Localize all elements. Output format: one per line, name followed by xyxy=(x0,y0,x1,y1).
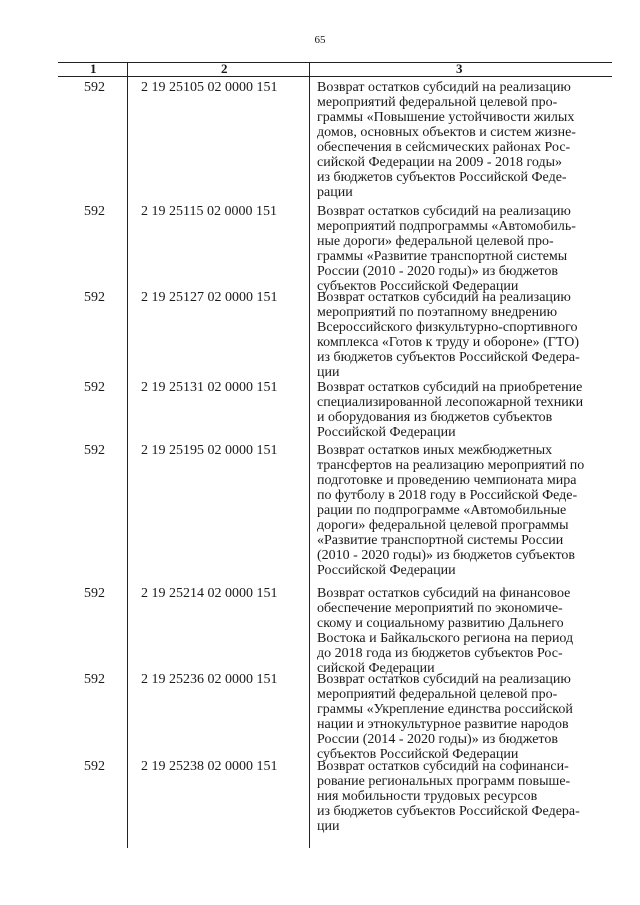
description-line: граммы «Укрепление единства российской xyxy=(317,702,573,717)
description-line: обеспечения в сейсмических районах Рос- xyxy=(317,140,571,155)
admin-code-cell: 592 xyxy=(84,80,105,95)
description-line: субъектов Российской Федерации xyxy=(317,747,519,762)
description-line: ции xyxy=(317,819,340,834)
description-line: Российской Федерации xyxy=(317,563,456,578)
column-header-2: 2 xyxy=(221,61,228,76)
admin-code-cell: 592 xyxy=(84,290,105,305)
column-header-1: 1 xyxy=(90,61,97,76)
admin-code-cell: 592 xyxy=(84,204,105,219)
description-line: Возврат остатков субсидий на финансовое xyxy=(317,586,571,601)
description-line: Возврат остатков субсидий на приобретение xyxy=(317,380,583,395)
description-cell xyxy=(317,586,609,676)
description-line: по футболу в 2018 году в Российской Феде- xyxy=(317,488,578,503)
description-line: из бюджетов субъектов Российской Федера- xyxy=(317,350,580,365)
description-line: мероприятий подпрограммы «Автомобиль- xyxy=(317,219,576,234)
column-divider-2 xyxy=(309,62,310,848)
description-cell xyxy=(317,204,609,294)
description-line: рации xyxy=(317,185,353,200)
description-line: граммы «Развитие транспортной системы xyxy=(317,249,568,264)
table-header xyxy=(58,62,612,77)
description-line: из бюджетов субъектов Российской Феде- xyxy=(317,170,567,185)
description-line: ные дороги» федеральной целевой про- xyxy=(317,234,554,249)
description-line: рации по подпрограмме «Автомобильные xyxy=(317,503,567,518)
description-line: мероприятий по поэтапному внедрению xyxy=(317,305,558,320)
description-line: и оборудования из бюджетов субъектов xyxy=(317,410,553,425)
description-line: Востока и Байкальского региона на период xyxy=(317,631,574,646)
description-cell xyxy=(317,80,609,200)
description-line: специализированной лесопожарной техники xyxy=(317,395,584,410)
column-divider-1 xyxy=(127,62,128,848)
description-line: сийской Федерации на 2009 - 2018 годы» xyxy=(317,155,562,170)
budget-classification-code-cell: 2 19 25236 02 0000 151 xyxy=(141,672,278,687)
description-cell xyxy=(317,380,609,440)
description-line: граммы «Повышение устойчивости жилых xyxy=(317,110,575,125)
description-line: подготовке и проведению чемпионата мира xyxy=(317,473,577,488)
description-line: обеспечение мероприятий по экономиче- xyxy=(317,601,563,616)
description-line: дороги» федеральной целевой программы xyxy=(317,518,569,533)
description-line: субъектов Российской Федерации xyxy=(317,279,519,294)
description-line: из бюджетов субъектов Российской Федера- xyxy=(317,804,580,819)
description-cell xyxy=(317,290,609,380)
description-cell xyxy=(317,672,609,762)
description-line: Возврат остатков иных межбюджетных xyxy=(317,443,553,458)
budget-classification-code-cell: 2 19 25195 02 0000 151 xyxy=(141,443,278,458)
column-header-3: 3 xyxy=(456,61,463,76)
description-line: ния мобильности трудовых ресурсов xyxy=(317,789,538,804)
description-line: Возврат остатков субсидий на софинанси- xyxy=(317,759,569,774)
description-line: Возврат остатков субсидий на реализацию xyxy=(317,80,571,95)
description-line: сийской Федерации xyxy=(317,661,435,676)
page-number: 65 xyxy=(314,34,326,46)
budget-classification-code-cell: 2 19 25127 02 0000 151 xyxy=(141,290,278,305)
description-line: комплекса «Готов к труду и обороне» (ГТО) xyxy=(317,335,580,350)
budget-classification-code-cell: 2 19 25131 02 0000 151 xyxy=(141,380,278,395)
description-line: ции xyxy=(317,365,340,380)
description-cell xyxy=(317,443,609,578)
admin-code-cell: 592 xyxy=(84,586,105,601)
description-line: мероприятий федеральной целевой про- xyxy=(317,687,558,702)
budget-classification-code-cell: 2 19 25214 02 0000 151 xyxy=(141,586,278,601)
description-line: трансфертов на реализацию мероприятий по xyxy=(317,458,585,473)
description-line: (2010 - 2020 годы)» из бюджетов субъектов xyxy=(317,548,576,563)
description-line: России (2014 - 2020 годы)» из бюджетов xyxy=(317,732,558,747)
description-line: до 2018 года из бюджетов субъектов Рос- xyxy=(317,646,563,661)
description-line: Возврат остатков субсидий на реализацию xyxy=(317,672,571,687)
admin-code-cell: 592 xyxy=(84,380,105,395)
description-line: рование региональных программ повыше- xyxy=(317,774,571,789)
description-line: мероприятий федеральной целевой про- xyxy=(317,95,558,110)
description-cell xyxy=(317,759,609,834)
description-line: домов, основных объектов и систем жизне- xyxy=(317,125,576,140)
description-line: скому и социальному развитию Дальнего xyxy=(317,616,564,631)
budget-classification-code-cell: 2 19 25105 02 0000 151 xyxy=(141,80,278,95)
description-line: Российской Федерации xyxy=(317,425,456,440)
description-line: «Развитие транспортной системы России xyxy=(317,533,564,548)
budget-classification-code-cell: 2 19 25238 02 0000 151 xyxy=(141,759,278,774)
budget-classification-code-cell: 2 19 25115 02 0000 151 xyxy=(141,204,277,219)
admin-code-cell: 592 xyxy=(84,759,105,774)
admin-code-cell: 592 xyxy=(84,443,105,458)
description-line: Всероссийского физкультурно-спортивного xyxy=(317,320,578,335)
admin-code-cell: 592 xyxy=(84,672,105,687)
description-line: Возврат остатков субсидий на реализацию xyxy=(317,290,571,305)
description-line: России (2010 - 2020 годы)» из бюджетов xyxy=(317,264,558,279)
description-line: Возврат остатков субсидий на реализацию xyxy=(317,204,571,219)
budget-code-table xyxy=(58,62,612,848)
description-line: нации и этнокультурное развитие народов xyxy=(317,717,569,732)
